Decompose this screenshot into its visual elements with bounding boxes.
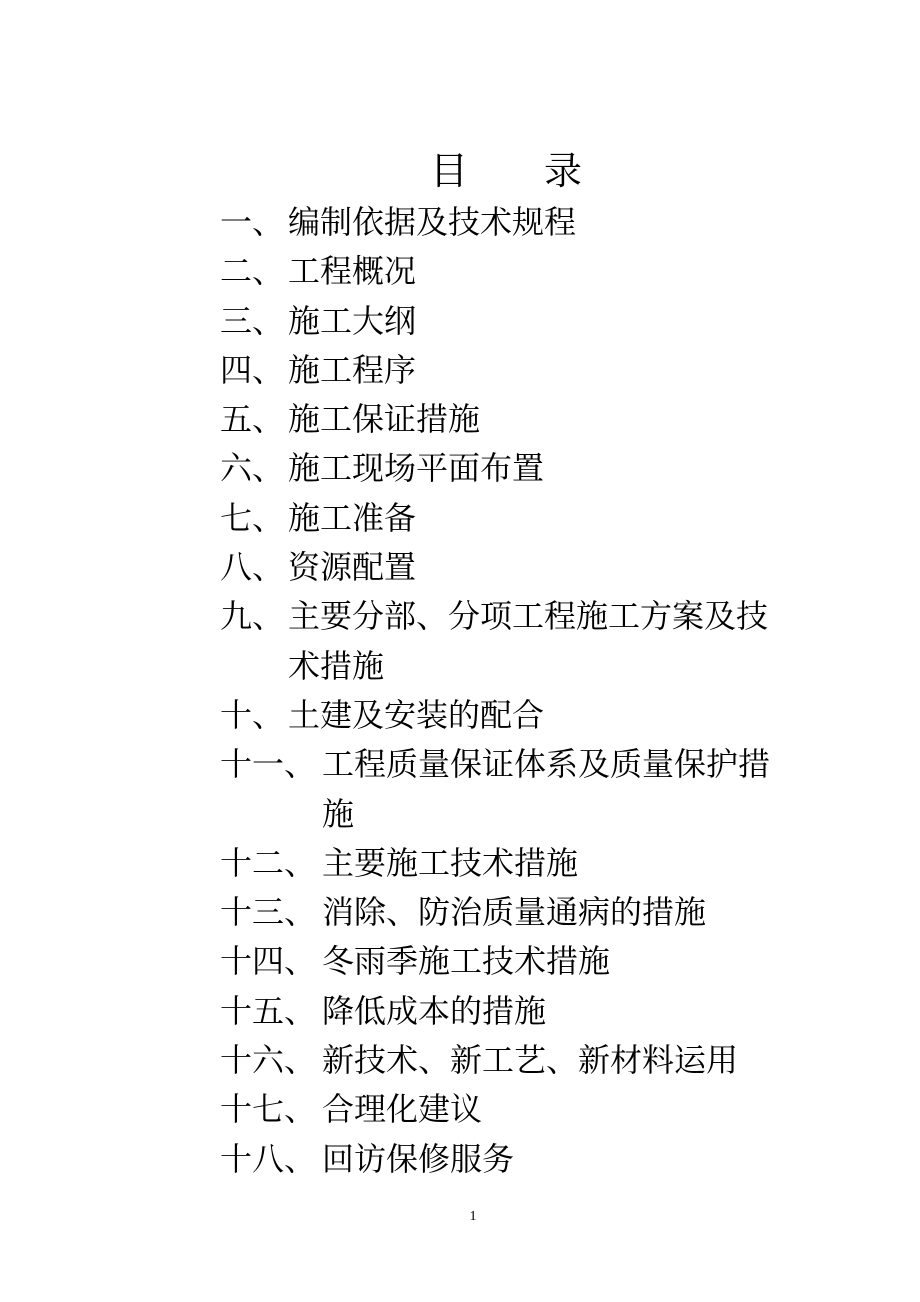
- toc-item: [220, 1036, 820, 1085]
- toc-item-number: 四、: [220, 350, 285, 389]
- toc-item-number: 九、: [220, 597, 285, 636]
- toc-item: [220, 937, 820, 986]
- toc-item: [220, 1085, 820, 1134]
- toc-item-number: 七、: [220, 498, 285, 537]
- toc-item: [220, 888, 820, 937]
- toc-item-number: 八、: [220, 548, 285, 587]
- toc-item-text: 降低成本的措施: [322, 991, 547, 1030]
- table-of-contents: [220, 198, 820, 1184]
- toc-item: [220, 346, 820, 395]
- toc-item-text: 施工现场平面布置: [288, 449, 545, 488]
- toc-item-number: 十一、: [220, 745, 317, 784]
- toc-item-text: 新技术、新工艺、新材料运用: [322, 1041, 739, 1080]
- toc-item-text: 施工准备: [288, 498, 417, 537]
- toc-item-text: 资源配置: [288, 548, 417, 587]
- toc-item-text: 主要分部、分项工程施工方案及技术措施: [288, 597, 769, 685]
- toc-item-number: 二、: [220, 252, 285, 291]
- toc-item: [220, 839, 820, 888]
- toc-item-number: 十五、: [220, 991, 317, 1030]
- toc-item-number: 十四、: [220, 942, 317, 981]
- toc-item: [220, 592, 820, 691]
- toc-item-text: 回访保修服务: [322, 1139, 515, 1178]
- page-number: 1: [469, 1209, 477, 1224]
- toc-item-number: 十、: [220, 695, 285, 734]
- toc-item-text: 土建及安装的配合: [288, 695, 545, 734]
- toc-item-text: 工程质量保证体系及质量保护措施: [322, 745, 771, 833]
- toc-item-text: 冬雨季施工技术措施: [322, 942, 611, 981]
- toc-item: [220, 395, 820, 444]
- toc-item-text: 施工保证措施: [288, 400, 481, 439]
- toc-item-text: 消除、防治质量通病的措施: [322, 893, 707, 932]
- toc-item-number: 一、: [220, 203, 285, 241]
- toc-item: [220, 543, 820, 592]
- toc-item-text: 施工大纲: [288, 301, 417, 340]
- toc-item-number: 三、: [220, 301, 285, 340]
- toc-item-text: 施工程序: [288, 350, 417, 389]
- toc-item-number: 十六、: [220, 1041, 317, 1080]
- toc-item-text: 主要施工技术措施: [322, 843, 579, 882]
- toc-item: [220, 247, 820, 296]
- toc-item-text: 编制依据及技术规程: [288, 203, 577, 241]
- toc-item-number: 十二、: [220, 843, 317, 882]
- toc-item-number: 五、: [220, 400, 285, 439]
- toc-item: [220, 494, 820, 543]
- toc-item: [220, 444, 820, 493]
- toc-item: [220, 198, 820, 247]
- toc-item: [220, 297, 820, 346]
- toc-item-number: 六、: [220, 449, 285, 488]
- toc-item-number: 十八、: [220, 1139, 317, 1178]
- toc-item-number: 十七、: [220, 1090, 317, 1129]
- toc-item: [220, 691, 820, 740]
- toc-item-text: 工程概况: [288, 252, 417, 291]
- toc-item: [220, 1135, 820, 1184]
- page-title: 目 录: [429, 149, 582, 193]
- toc-item-text: 合理化建议: [322, 1090, 483, 1129]
- toc-item: [220, 740, 820, 839]
- toc-item-number: 十三、: [220, 893, 317, 932]
- toc-item: [220, 987, 820, 1036]
